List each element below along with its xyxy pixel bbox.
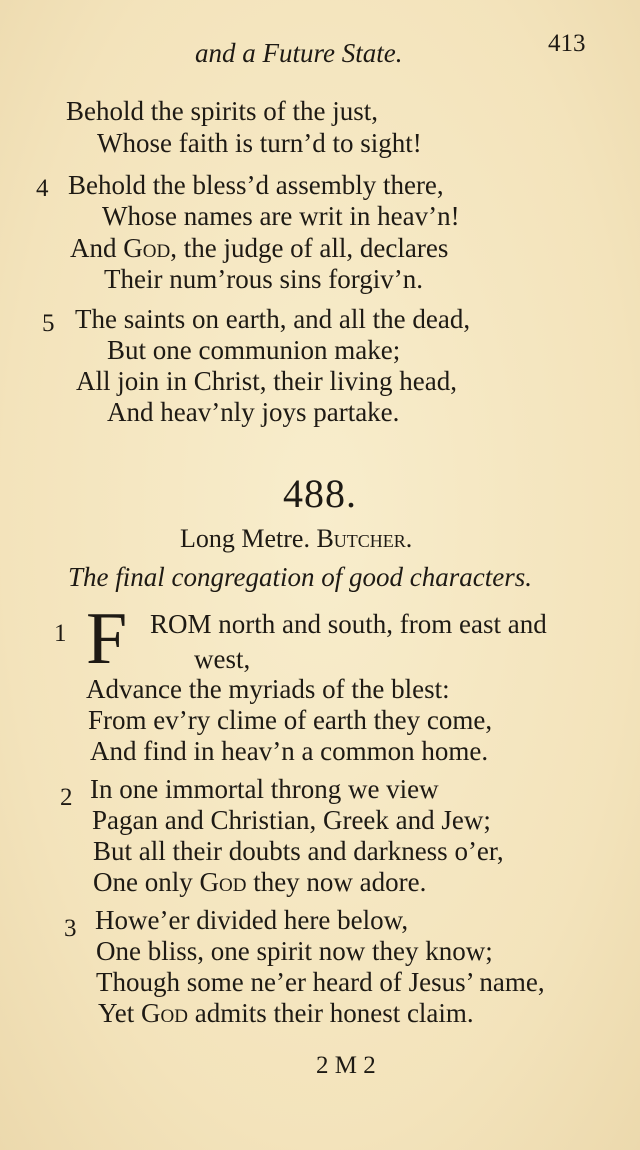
- verse-line: Advance the myriads of the blest:: [86, 674, 450, 704]
- stanza-number: 1: [54, 620, 67, 647]
- verse-line: Pagan and Christian, Greek and Jew;: [92, 805, 491, 835]
- signature-mark: 2 M 2: [316, 1052, 376, 1079]
- page-number: 413: [548, 30, 586, 57]
- verse-line: But all their doubts and darkness o’er,: [93, 836, 504, 866]
- verse-line: In one immortal throng we view: [90, 774, 439, 804]
- hymn-number: 488.: [283, 471, 357, 516]
- verse-line: The saints on earth, and all the dead,: [75, 304, 471, 334]
- stanza-number: 3: [64, 915, 77, 942]
- stanza-number: 2: [60, 784, 73, 811]
- verse-line: Whose names are writ in heav’n!: [102, 201, 460, 231]
- verse-line: Their num’rous sins forgiv’n.: [104, 264, 423, 294]
- verse-line: And heav’nly joys partake.: [107, 397, 400, 427]
- stanza-number: 4: [36, 175, 49, 202]
- verse-line: One bliss, one spirit now they know;: [96, 936, 493, 966]
- verse-line: Yet God admits their honest claim.: [98, 998, 474, 1028]
- metre-line: Long Metre. Butcher.: [180, 524, 413, 553]
- running-title: and a Future State.: [195, 38, 403, 68]
- drop-cap: F: [86, 598, 128, 680]
- verse-line: Behold the spirits of the just,: [66, 96, 378, 126]
- verse-line: Whose faith is turn’d to sight!: [97, 128, 422, 158]
- verse-line: west,: [194, 644, 251, 674]
- verse-line: All join in Christ, their living head,: [76, 366, 457, 396]
- verse-line: And find in heav’n a common home.: [90, 736, 489, 766]
- hymn-subtitle: The final congregation of good characters.: [68, 562, 532, 592]
- verse-line: Though some ne’er heard of Jesus’ name,: [96, 967, 545, 997]
- stanza-number: 5: [42, 310, 55, 337]
- verse-line: Behold the bless’d assembly there,: [68, 170, 444, 200]
- verse-line: But one communion make;: [107, 335, 401, 365]
- verse-line: Howe’er divided here below,: [95, 905, 409, 935]
- verse-line: And God, the judge of all, declares: [70, 233, 449, 263]
- verse-line: One only God they now adore.: [93, 867, 427, 897]
- verse-line: From ev’ry clime of earth they come,: [88, 705, 493, 735]
- verse-line: ROM north and south, from east and: [150, 609, 547, 639]
